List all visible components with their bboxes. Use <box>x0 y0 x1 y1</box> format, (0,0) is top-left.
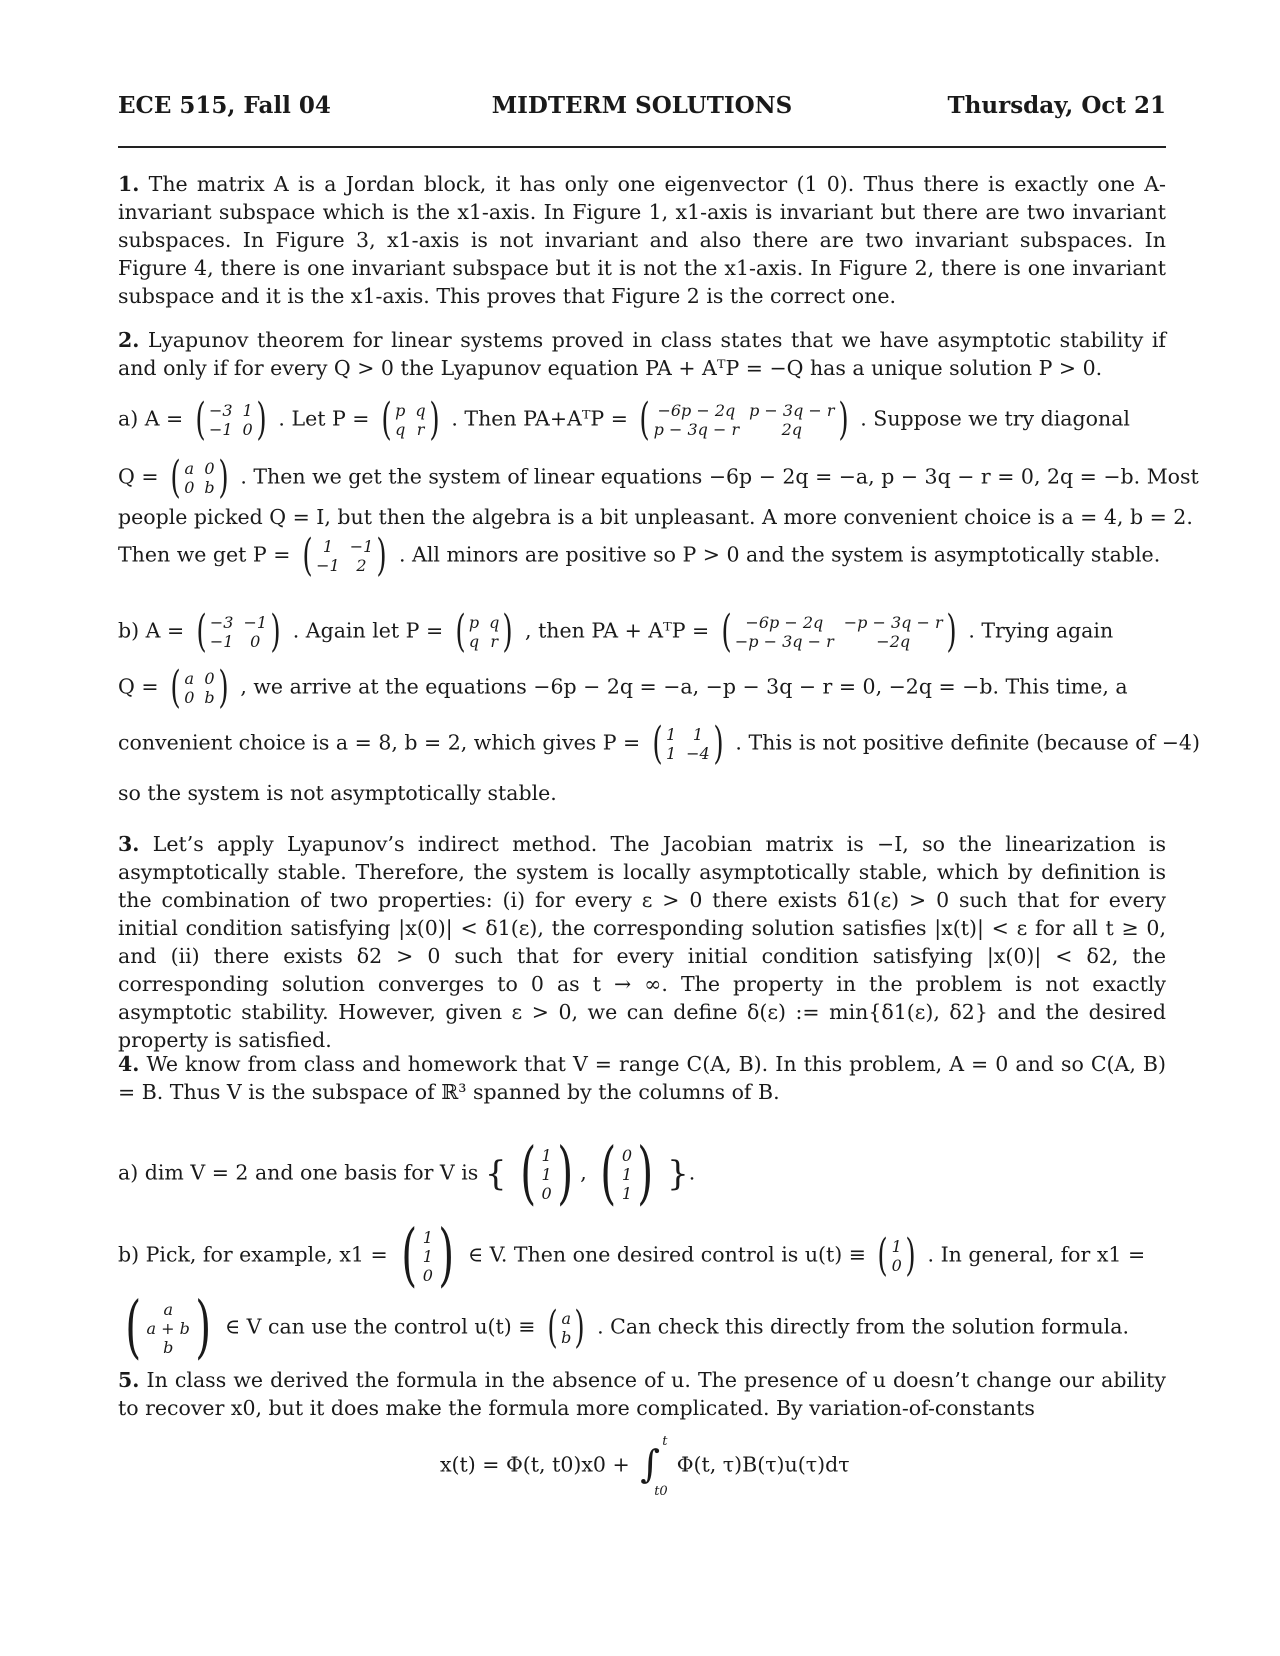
course-label: ECE 515, Fall 04 <box>118 92 331 119</box>
cell: −6p − 2q <box>657 401 736 420</box>
text: ∈ V can use the control u(t) ≡ <box>224 1314 536 1339</box>
basis-vector-1: ( 1 1 0 ) <box>520 1134 573 1213</box>
matrix-PA: ( −6p − 2q p − 3q − r p − 3q − r 2q ) <box>639 394 849 445</box>
cell: a <box>163 1299 173 1319</box>
cell: 1 <box>665 744 677 763</box>
problem-text: In class we derived the formula in the absence of u. The presence of u doesn’t change our ability to recover x0, but it does make the formula more complicated. By variation-of-constants <box>118 1368 1166 1420</box>
cell: 2q <box>781 420 803 439</box>
cell: q <box>468 632 480 651</box>
integral-sign-icon: ∫ <box>640 1442 660 1486</box>
brace-open: { <box>484 1154 507 1194</box>
cell: 1 <box>692 725 704 744</box>
vector-u: ( 1 0 ) <box>877 1230 916 1281</box>
problem-3 <box>118 830 1166 1054</box>
matrix-PA-b: ( −6p − 2q −p − 3q − r −p − 3q − r −2q ) <box>721 606 957 657</box>
matrix-Q: ( a 0 0 b ) <box>170 452 229 503</box>
cell: p <box>468 613 480 632</box>
problem-number: 4. <box>118 1052 140 1076</box>
vector-x1: ( 1 1 0 ) <box>401 1216 455 1295</box>
cell: −1 <box>349 537 374 556</box>
cell: 0 <box>891 1256 902 1275</box>
p2b-line-1 <box>118 606 1166 657</box>
problem-number: 1. <box>118 172 140 196</box>
cell: q <box>489 613 500 632</box>
equation-rhs: Φ(t, τ)B(τ)u(τ)dτ <box>676 1452 850 1477</box>
cell: 1 <box>242 401 253 420</box>
cell: −6p − 2q <box>745 613 824 632</box>
cell: 1 <box>541 1164 552 1184</box>
text: Then we get P = <box>118 542 291 567</box>
text: convenient choice is a = 8, b = 2, which gives P = <box>118 730 641 755</box>
date-label: Thursday, Oct 21 <box>947 92 1166 119</box>
cell: q <box>395 420 406 439</box>
cell: a <box>184 669 195 688</box>
problem-number: 3. <box>118 832 140 856</box>
cell: p − 3q − r <box>653 420 740 439</box>
problem-5 <box>118 1366 1166 1422</box>
text: a) A = <box>118 406 184 431</box>
text: . This is not positive definite (because of −4) <box>735 730 1200 755</box>
integral-lower-limit: t0 <box>654 1484 668 1499</box>
cell: −4 <box>686 744 710 763</box>
text: Q = <box>118 674 159 699</box>
problem-2-intro <box>118 326 1166 382</box>
matrix-A: ( −3 1 −1 0 ) <box>195 394 267 445</box>
cell: 0 <box>422 1265 433 1285</box>
text: Q = <box>118 464 159 489</box>
text: . Again let P = <box>292 618 444 643</box>
cell: 1 <box>621 1164 633 1184</box>
cell: −1 <box>209 632 234 651</box>
problem-number: 5. <box>118 1368 140 1392</box>
cell: 1 <box>665 725 677 744</box>
problem-text: The matrix A is a Jordan block, it has only one eigenvector (1 0). Thus there is exactly one A-invariant subspace which is the x1-axis. In Figure 1, x1-axis is invariant but there are two invariant subspaces. In Figure 3, x1-axis is not invariant and also there are two invariant subspaces. In Figure 4, there is one invariant subspace but it is not the x1-axis. In Figure 2, there is one invariant subspace and it is the x1-axis. This proves that Figure 2 is the correct one. <box>118 172 1166 308</box>
text: . All minors are positive so P > 0 and the system is asymptotically stable. <box>399 542 1161 567</box>
text: . Then PA+AᵀP = <box>451 406 628 431</box>
cell: 0 <box>541 1183 552 1203</box>
text: . Then we get the system of linear equations −6p − 2q = −a, p − 3q − r = 0, 2q = −b. Most <box>240 464 1199 489</box>
cell: 1 <box>621 1183 633 1203</box>
cell: b <box>163 1337 174 1357</box>
problem-text: We know from class and homework that V = range C(A, B). In this problem, A = 0 and so C(A, B) = B. Thus V is the subspace of ℝ³ spanned by the columns of B. <box>118 1052 1166 1104</box>
cell: 1 <box>541 1145 552 1165</box>
cell: r <box>416 420 425 439</box>
cell: 0 <box>621 1145 633 1165</box>
p2b-line-3 <box>118 718 1200 769</box>
text: ∈ V. Then one desired control is u(t) ≡ <box>467 1242 866 1267</box>
cell: p <box>395 401 406 420</box>
matrix-P-solution-b: ( 1 1 1 −4 ) <box>652 718 724 769</box>
problem-number: 2. <box>118 328 140 352</box>
matrix-P-b: ( p q q r ) <box>455 606 514 657</box>
cell: 0 <box>242 420 253 439</box>
cell: 1 <box>322 537 334 556</box>
cell: a + b <box>146 1318 190 1338</box>
basis-vector-2: ( 0 1 1 ) <box>600 1134 654 1213</box>
cell: r <box>490 632 499 651</box>
text: b) Pick, for example, x1 = <box>118 1242 388 1267</box>
cell: a <box>184 459 195 478</box>
problem-1 <box>118 170 1166 310</box>
cell: p − 3q − r <box>749 401 835 420</box>
cell: 0 <box>184 478 195 497</box>
cell: 1 <box>422 1246 433 1266</box>
cell: −1 <box>243 613 268 632</box>
p2a-line-3: people picked Q = I, but then the algebra is a bit unpleasant. A more convenient choice is a = 4, b = 2. <box>118 505 1193 529</box>
matrix-P: ( p q q r ) <box>381 394 440 445</box>
problem-4-intro <box>118 1050 1166 1106</box>
integral <box>636 1434 670 1499</box>
brace-close: } <box>667 1154 689 1194</box>
problem-text: Lyapunov theorem for linear systems proved in class states that we have asymptotic stability if and only if for every Q > 0 the Lyapunov equation PA + AᵀP = −Q has a unique solution P > 0. <box>118 328 1166 380</box>
document-title: MIDTERM SOLUTIONS <box>491 92 793 119</box>
cell: 0 <box>184 688 195 707</box>
cell: 2 <box>356 556 367 575</box>
cell: b <box>204 478 215 497</box>
cell: b <box>561 1328 572 1347</box>
vector-x1-general: ( a a + b b ) <box>125 1288 212 1367</box>
cell: −3 <box>209 613 234 632</box>
matrix-P-solution: ( 1 −1 −1 2 ) <box>302 530 388 581</box>
cell: q <box>415 401 426 420</box>
cell: 1 <box>422 1227 433 1247</box>
p4b-line-2 <box>118 1288 1166 1367</box>
p4b-line-1 <box>118 1216 1166 1295</box>
matrix-Q-b: ( a 0 0 b ) <box>170 662 229 713</box>
p2a-line-2 <box>118 452 1199 503</box>
p4a-line: a) dim V = 2 and one basis for V is { ( 1 1 0 ) , ( 0 1 1 ) }. <box>118 1134 696 1213</box>
cell: 0 <box>204 459 215 478</box>
integral-upper-limit: t <box>662 1434 668 1449</box>
cell: −p − 3q − r <box>843 613 943 632</box>
cell: 1 <box>891 1237 902 1256</box>
text: , we arrive at the equations −6p − 2q = −a, −p − 3q − r = 0, −2q = −b. This time, a <box>240 674 1128 699</box>
vector-u-general: ( a b ) <box>547 1302 586 1353</box>
cell: −p − 3q − r <box>734 632 834 651</box>
text: . Can check this directly from the solution formula. <box>597 1314 1129 1339</box>
text: . Suppose we try diagonal <box>860 406 1130 431</box>
text: a) dim V = 2 and one basis for V is <box>118 1160 479 1185</box>
cell: 0 <box>250 632 261 651</box>
matrix-A-b: ( −3 −1 −1 0 ) <box>196 606 281 657</box>
p2a-line-1 <box>118 394 1166 445</box>
problem-text: Let’s apply Lyapunov’s indirect method. The Jacobian matrix is −I, so the linearization is asymptotically stable. Therefore, the system is locally asymptotically stable, which by definition is the combination of two properties: (i) for every ε > 0 there exists δ1(ε) > 0 such that for every initial condition satisfying |x(0)| < δ1(ε), the corresponding solution satisfies |x(t)| < ε for all t ≥ 0, and (ii) there exists δ2 > 0 such that for every initial condition satisfying |x(0)| < δ2, the corresponding solution converges to 0 as t → ∞. The property in the problem is not exactly asymptotic stability. However, given ε > 0, we can define δ(ε) := min{δ1(ε), δ2} and the desired property is satisfied. <box>118 832 1166 1052</box>
page-header <box>118 92 1166 126</box>
cell: −3 <box>208 401 233 420</box>
cell: b <box>204 688 215 707</box>
equation-lhs: x(t) = Φ(t, t0)x0 + <box>440 1452 630 1477</box>
p2b-line-4: so the system is not asymptotically stable. <box>118 781 557 805</box>
variation-of-constants-equation <box>440 1434 850 1499</box>
cell: −2q <box>876 632 911 651</box>
header-rule <box>118 146 1166 148</box>
text: . Let P = <box>278 406 370 431</box>
cell: −1 <box>316 556 340 575</box>
text: , then PA + AᵀP = <box>525 618 710 643</box>
cell: a <box>561 1309 572 1328</box>
cell: −1 <box>208 420 233 439</box>
text: b) A = <box>118 618 185 643</box>
p2b-line-2 <box>118 662 1166 713</box>
text: . In general, for x1 = <box>927 1242 1146 1267</box>
p2a-line-4 <box>118 530 1166 581</box>
text: . Trying again <box>968 618 1114 643</box>
cell: 0 <box>204 669 215 688</box>
